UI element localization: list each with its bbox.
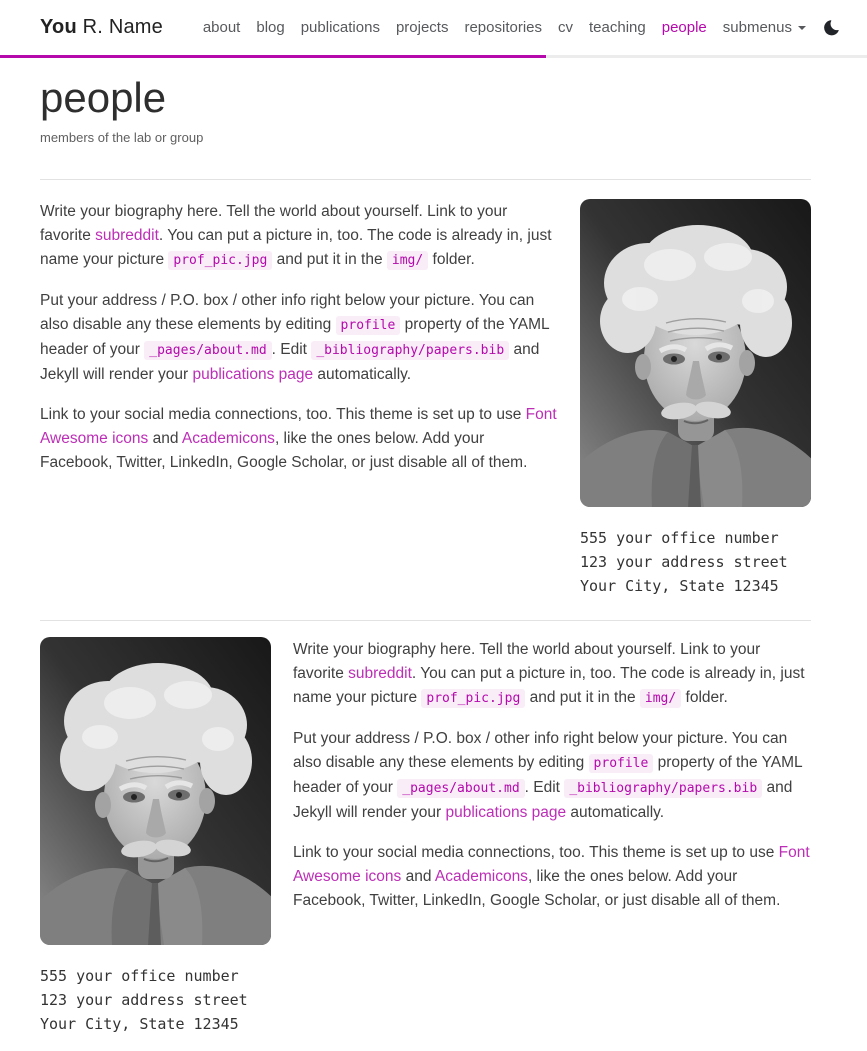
bio-text: Write your biography here. Tell the world about yourself. Link to your favorite <box>40 203 508 245</box>
address-line: 123 your address street <box>580 553 788 572</box>
inline-code: img/ <box>387 251 428 270</box>
section-divider <box>40 620 811 621</box>
address-line: 555 your office number <box>40 967 239 986</box>
site-brand[interactable] <box>40 16 163 39</box>
bio-text: property of the YAML header of your <box>40 316 550 359</box>
bio-paragraph <box>293 638 811 711</box>
nav-item-publications[interactable]: publications <box>300 19 380 36</box>
caret-down-icon <box>798 26 806 30</box>
bio-paragraph <box>40 200 558 273</box>
text-link[interactable]: Font Awesome icons <box>40 406 557 448</box>
title-divider <box>40 179 811 180</box>
nav-item-repositories[interactable]: repositories <box>464 19 543 36</box>
text-link[interactable]: publications page <box>192 366 314 384</box>
inline-code: img/ <box>640 689 681 708</box>
address-block-2 <box>40 964 271 1036</box>
inline-code: prof_pic.jpg <box>421 689 525 708</box>
text-link[interactable]: Font Awesome icons <box>293 844 810 886</box>
address-line: 555 your office number <box>580 529 779 548</box>
brand-first-name: You <box>40 16 77 38</box>
brand-last-name: R. Name <box>82 16 163 38</box>
bio-paragraph <box>40 403 558 475</box>
bio-text: and Jekyll will render your <box>40 341 540 384</box>
nav-item-cv[interactable]: cv <box>558 19 574 36</box>
bio-paragraph <box>293 841 811 913</box>
text-link[interactable]: subreddit <box>95 227 159 245</box>
inline-code: _bibliography/papers.bib <box>311 341 509 360</box>
bio-paragraph <box>293 727 811 825</box>
bio-text: Write your biography here. Tell the world about yourself. Link to your favorite <box>293 641 761 683</box>
scroll-progress-track <box>0 55 867 58</box>
bio-text: property of the YAML header of your <box>293 754 803 797</box>
bio-text: . Edit <box>271 341 312 359</box>
dark-mode-toggle[interactable] <box>822 17 843 38</box>
bio-text: folder. <box>681 689 728 707</box>
address-line: Your City, State 12345 <box>40 1015 239 1034</box>
page-title: people <box>40 74 167 121</box>
inline-code: _bibliography/papers.bib <box>564 779 762 798</box>
address-block-1 <box>580 526 811 598</box>
bio-text: . Edit <box>524 779 565 797</box>
nav-item-teaching[interactable]: teaching <box>589 19 646 36</box>
bio-text: automatically. <box>313 366 412 384</box>
scroll-progress-fill <box>0 55 546 58</box>
profile-section-1 <box>40 199 811 598</box>
bio-text: Put your address / P.O. box / other info right below your picture. You can also disable any these elements by editing <box>293 730 788 772</box>
bio-text: , like the ones below. Add your Facebook, Twitter, LinkedIn, Google Scholar, or just disable all of them. <box>293 868 781 910</box>
text-link[interactable]: Academicons <box>434 868 528 886</box>
nav-item-about[interactable]: about <box>202 19 241 36</box>
nav-item-projects[interactable]: projects <box>395 19 449 36</box>
bio-text-2 <box>293 637 811 913</box>
bio-paragraph <box>40 289 558 387</box>
bio-text: Link to your social media connections, too. This theme is set up to use <box>293 844 779 862</box>
bio-text: and put it in the <box>272 251 387 269</box>
bio-text: . You can put a picture in, too. The code is already in, just name your picture <box>293 665 805 707</box>
address-line: Your City, State 12345 <box>580 577 779 596</box>
bio-text: and put it in the <box>525 689 640 707</box>
text-link[interactable]: Academicons <box>181 430 275 448</box>
bio-text: Put your address / P.O. box / other info right below your picture. You can also disable any these elements by editing <box>40 292 535 334</box>
profile-section-2 <box>40 637 811 1036</box>
nav-item-blog[interactable]: blog <box>256 19 285 36</box>
bio-text: Link to your social media connections, too. This theme is set up to use <box>40 406 526 424</box>
bio-text: and <box>148 430 182 448</box>
bio-text-1 <box>40 199 558 475</box>
bio-text: , like the ones below. Add your Facebook, Twitter, LinkedIn, Google Scholar, or just disable all of them. <box>40 430 528 472</box>
page-subtitle: members of the lab or group <box>40 130 204 146</box>
bio-text: and <box>401 868 435 886</box>
inline-code: _pages/about.md <box>144 341 271 360</box>
nav-item-submenus[interactable]: submenus <box>723 15 806 40</box>
text-link[interactable]: publications page <box>445 804 567 822</box>
nav-item-people[interactable]: people <box>661 19 707 36</box>
inline-code: _pages/about.md <box>397 779 524 798</box>
text-link[interactable]: subreddit <box>348 665 412 683</box>
inline-code: prof_pic.jpg <box>168 251 272 270</box>
bio-text: . You can put a picture in, too. The code is already in, just name your picture <box>40 227 552 269</box>
inline-code: profile <box>336 316 401 335</box>
bio-text: folder. <box>428 251 475 269</box>
navbar <box>0 0 867 58</box>
profile-photo-2 <box>40 637 271 945</box>
nav-links <box>193 15 806 40</box>
bio-text: automatically. <box>566 804 665 822</box>
photo-column-2 <box>40 637 271 1036</box>
photo-column-1 <box>580 199 811 598</box>
bio-text: and Jekyll will render your <box>293 779 793 822</box>
profile-photo-1 <box>580 199 811 507</box>
page-content <box>40 74 811 1051</box>
moon-icon <box>824 19 841 36</box>
address-line: 123 your address street <box>40 991 248 1010</box>
inline-code: profile <box>589 754 654 773</box>
